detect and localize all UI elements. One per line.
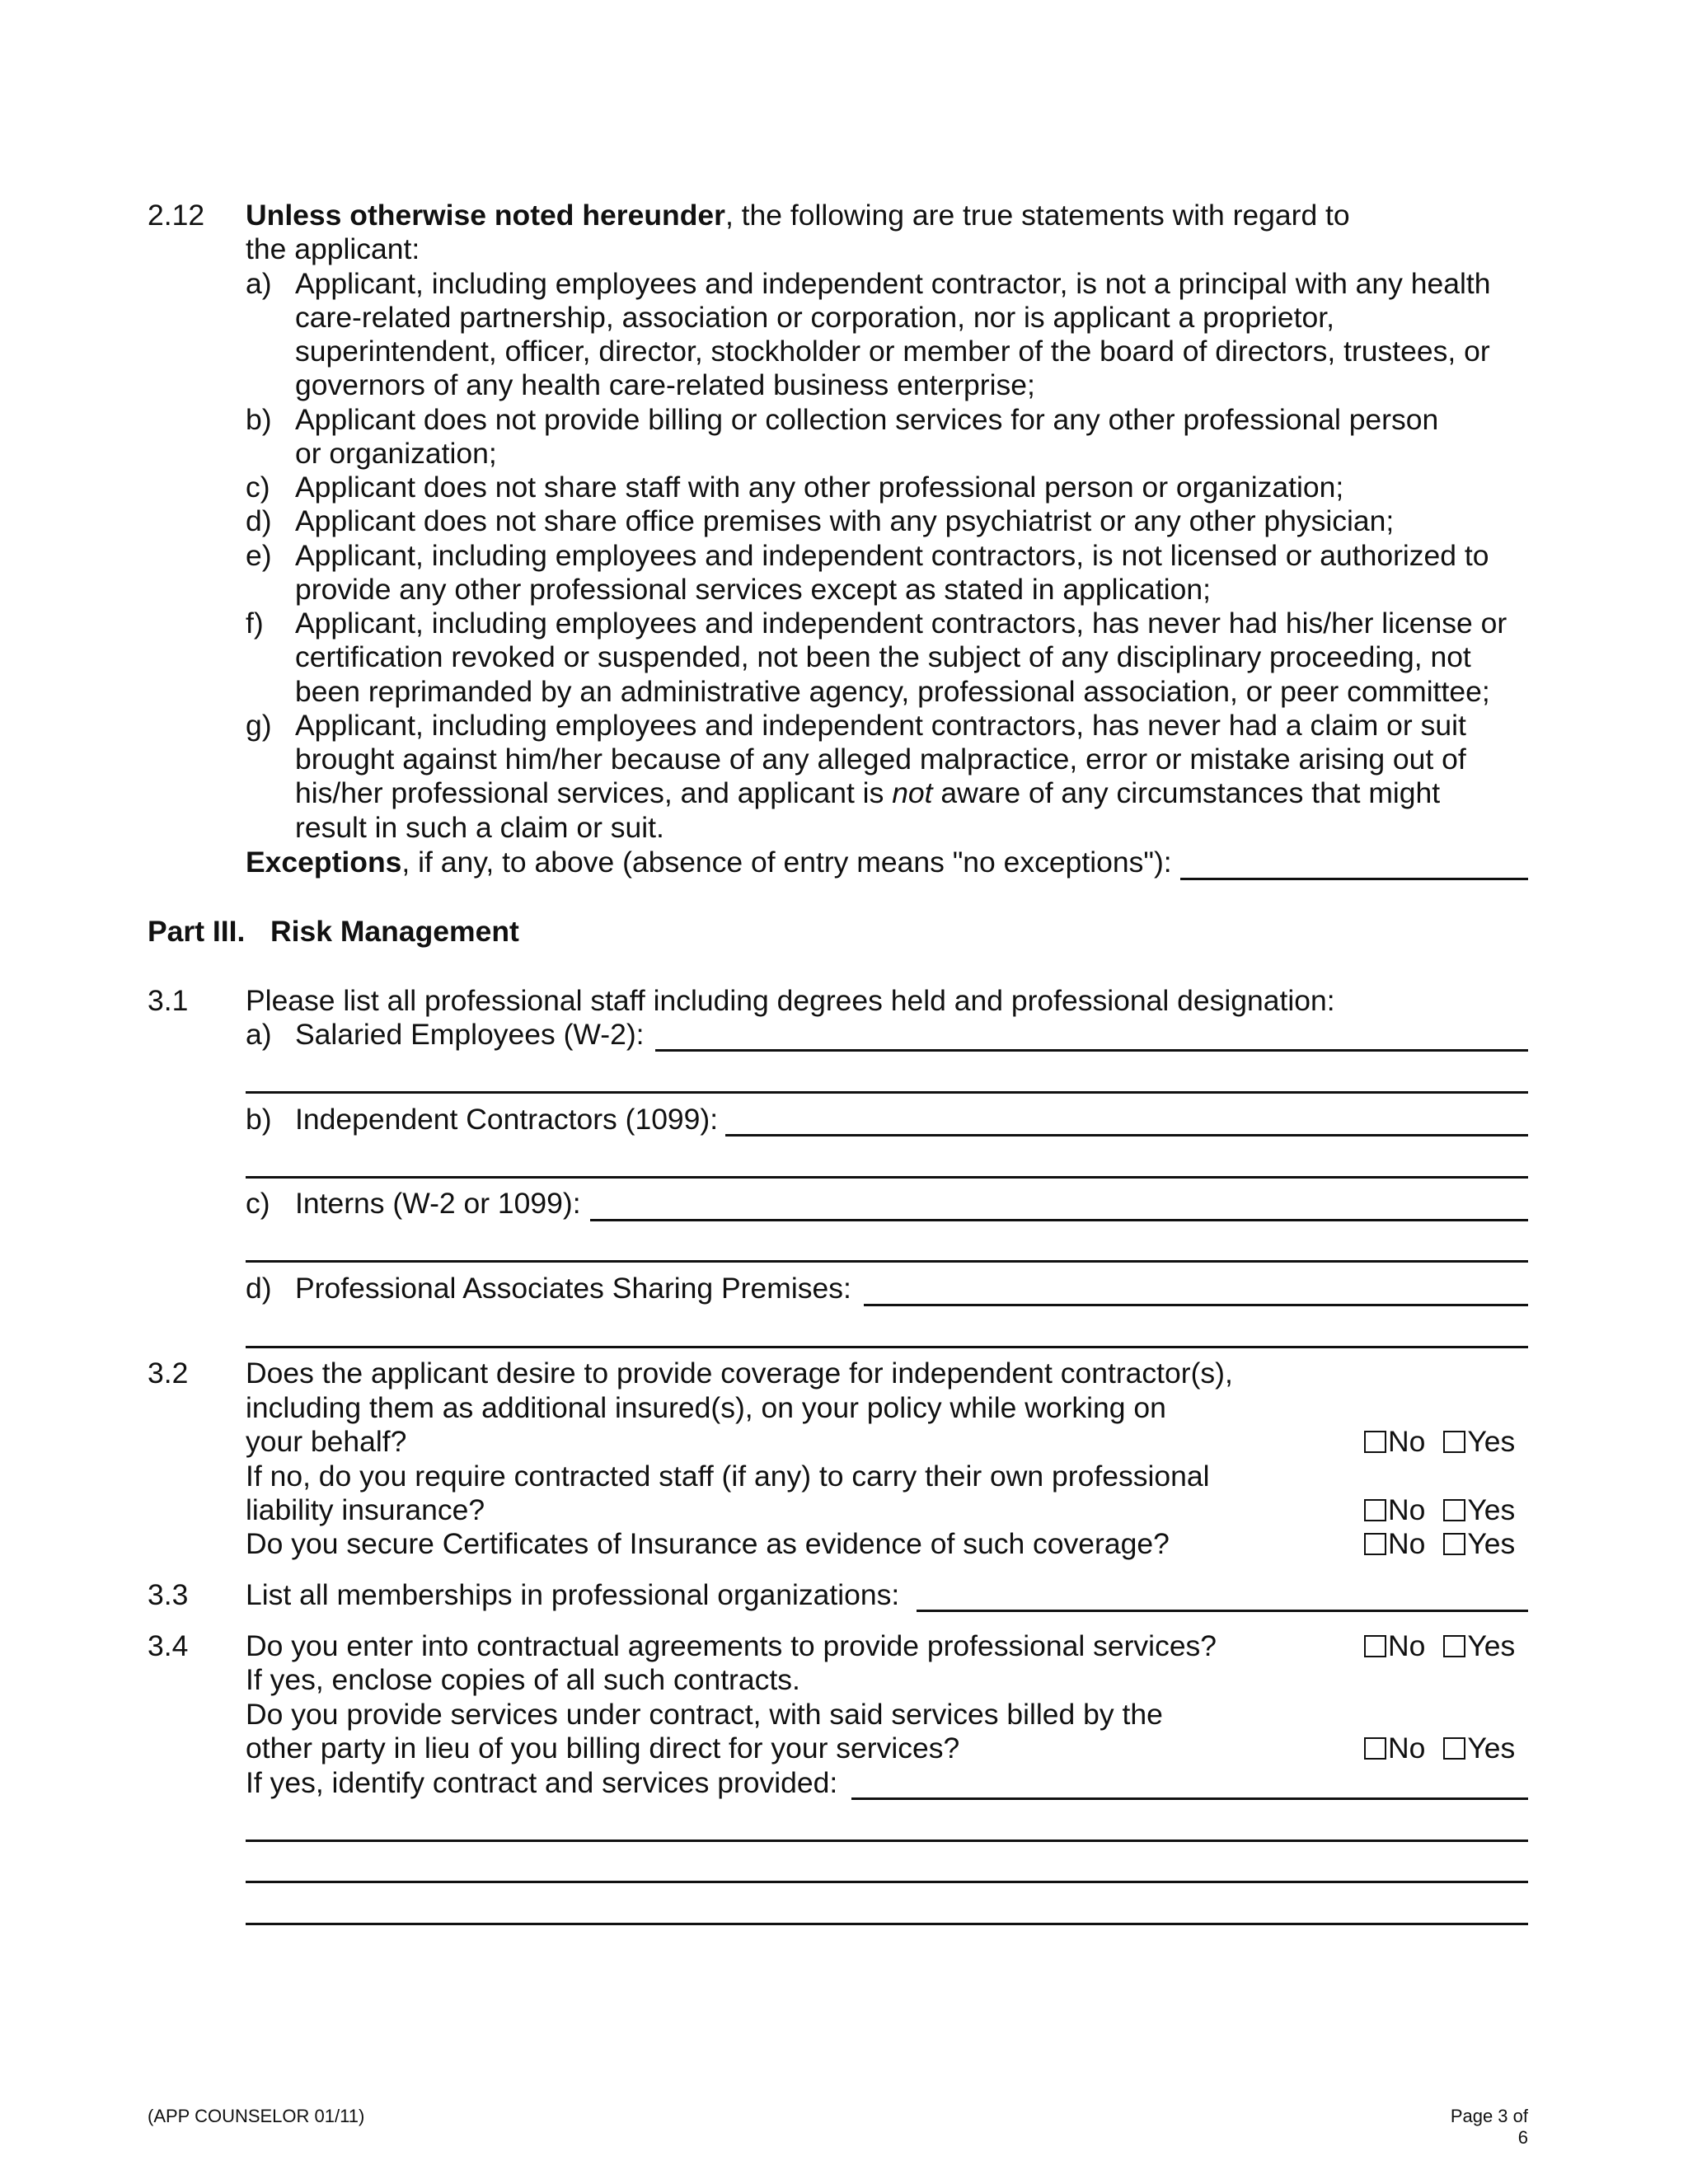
item-letter-g: g) (246, 709, 272, 742)
item-b-line: Applicant does not provide billing or collection services for any other professional person (295, 403, 1439, 436)
no-label: No (1388, 1425, 1426, 1458)
item-e-line: provide any other professional services except as stated in application; (295, 573, 1211, 606)
question-number-3-4: 3.4 (148, 1629, 189, 1662)
contract-services-input-line-4[interactable] (246, 1923, 1528, 1925)
item-letter-b: b) (246, 403, 272, 436)
q3-4-line: If yes, identify contract and services provided: (246, 1766, 838, 1799)
question-number-3-2: 3.2 (148, 1357, 189, 1390)
item-c-line: Applicant does not share staff with any other professional person or organization; (295, 471, 1344, 504)
q3-2-line: Does the applicant desire to provide coverage for independent contractor(s), (246, 1357, 1233, 1390)
associates-sharing-input-line-2[interactable] (246, 1346, 1528, 1348)
item-f-line: certification revoked or suspended, not been the subject of any disciplinary proceeding, not (295, 640, 1471, 673)
q3-4-line: Do you provide services under contract, with said services billed by the (246, 1698, 1163, 1731)
no-label: No (1388, 1527, 1426, 1560)
contracted-staff-insurance-no-checkbox[interactable] (1364, 1499, 1386, 1521)
independent-contractors-label: Independent Contractors (1099): (295, 1103, 719, 1136)
independent-contractors-input-line[interactable] (725, 1134, 1528, 1137)
item-a-line: care-related partnership, association or corporation, nor is applicant a proprietor, (295, 301, 1334, 334)
q3-2-line: including them as additional insured(s), on your policy while working on (246, 1391, 1166, 1424)
intro-rest: , the following are true statements with regard to (724, 199, 1350, 232)
associates-sharing-label: Professional Associates Sharing Premises: (295, 1272, 851, 1305)
q3-1-letter-b: b) (246, 1103, 272, 1136)
q3-2-line: your behalf? (246, 1425, 407, 1458)
item-b-line: or organization; (295, 437, 497, 470)
coverage-contractors-yes-checkbox[interactable] (1443, 1431, 1465, 1453)
contract-services-input-line[interactable] (851, 1797, 1528, 1800)
yes-label: Yes (1467, 1493, 1516, 1526)
contractual-agreements-yes-checkbox[interactable] (1443, 1635, 1465, 1657)
independent-contractors-input-line-2[interactable] (246, 1176, 1528, 1179)
q3-1-letter-c: c) (246, 1187, 270, 1220)
contract-services-input-line-2[interactable] (246, 1840, 1528, 1842)
coverage-contractors-options (1364, 1424, 1515, 1459)
no-label: No (1388, 1732, 1426, 1765)
memberships-label: List all memberships in professional organizations: (246, 1578, 900, 1611)
item-g-line3-post: aware of any circumstances that might (932, 776, 1441, 809)
section-2-12-intro-line2: the applicant: (246, 232, 420, 265)
billed-by-other-party-yes-checkbox[interactable] (1443, 1737, 1465, 1760)
contracted-staff-insurance-yes-checkbox[interactable] (1443, 1499, 1465, 1521)
yes-label: Yes (1467, 1527, 1516, 1560)
item-g-line3-pre: his/her professional services, and applicant is (295, 776, 893, 809)
question-number-3-3: 3.3 (148, 1578, 189, 1611)
section-2-12-intro (246, 198, 1350, 232)
item-g-line3-emphasis: not (892, 776, 933, 809)
billed-by-other-party-options (1364, 1731, 1515, 1765)
part3-label: Part III. (148, 915, 246, 948)
associates-sharing-input-line[interactable] (864, 1304, 1528, 1306)
contract-services-input-line-3[interactable] (246, 1881, 1528, 1883)
interns-input-line[interactable] (590, 1219, 1528, 1221)
item-letter-c: c) (246, 471, 270, 504)
salaried-employees-input-line-2[interactable] (246, 1091, 1528, 1094)
q3-1-letter-d: d) (246, 1272, 272, 1305)
q3-4-line: If yes, enclose copies of all such contracts. (246, 1663, 800, 1696)
q3-4-line: Do you enter into contractual agreements to provide professional services? (246, 1629, 1217, 1662)
item-g-line: Applicant, including employees and independent contractors, has never had a claim or suit (295, 709, 1466, 742)
question-3-1-prompt: Please list all professional staff including degrees held and professional designation: (246, 984, 1335, 1017)
q3-2-line: liability insurance? (246, 1493, 485, 1526)
certificates-insurance-no-checkbox[interactable] (1364, 1533, 1386, 1555)
item-e-line: Applicant, including employees and independent contractors, is not licensed or authorized to (295, 539, 1489, 572)
item-g-line3 (295, 776, 1440, 810)
intro-bold: Unless otherwise noted hereunder (246, 199, 725, 232)
q3-1-letter-a: a) (246, 1018, 272, 1051)
coverage-contractors-no-checkbox[interactable] (1364, 1431, 1386, 1453)
item-a-line: Applicant, including employees and independent contractor, is not a principal with any health (295, 267, 1491, 300)
item-a-line: governors of any health care-related business enterprise; (295, 368, 1035, 401)
exceptions-label (246, 845, 1172, 879)
yes-label: Yes (1467, 1425, 1516, 1458)
salaried-employees-input-line[interactable] (655, 1049, 1528, 1052)
salaried-employees-label: Salaried Employees (W-2): (295, 1018, 645, 1051)
question-number-3-1: 3.1 (148, 984, 189, 1017)
certificates-insurance-yes-checkbox[interactable] (1443, 1533, 1465, 1555)
item-a-line: superintendent, officer, director, stockholder or member of the board of directors, trustees, or (295, 335, 1490, 368)
q3-4-line: other party in lieu of you billing direct for your services? (246, 1732, 960, 1765)
no-label: No (1388, 1493, 1426, 1526)
exceptions-rest: , if any, to above (absence of entry means "no exceptions"): (401, 846, 1172, 879)
section-number-2-12: 2.12 (148, 199, 205, 232)
page-number: Page 3 of 6 (1450, 2106, 1528, 2148)
item-f-line: been reprimanded by an administrative agency, professional association, or peer committee; (295, 675, 1490, 708)
item-letter-e: e) (246, 539, 272, 572)
yes-label: Yes (1467, 1732, 1516, 1765)
item-g-line4: result in such a claim or suit. (295, 811, 664, 844)
memberships-input-line[interactable] (917, 1610, 1528, 1612)
item-d-line: Applicant does not share office premises with any psychiatrist or any other physician; (295, 504, 1395, 537)
part3-title: Risk Management (270, 915, 519, 948)
certificates-insurance-options (1364, 1526, 1515, 1561)
q3-2-line: Do you secure Certificates of Insurance as evidence of such coverage? (246, 1527, 1170, 1560)
q3-2-line: If no, do you require contracted staff (if any) to carry their own professional (246, 1460, 1210, 1493)
item-f-line: Applicant, including employees and independent contractors, has never had his/her license or (295, 607, 1507, 640)
item-letter-f: f) (246, 607, 264, 640)
yes-label: Yes (1467, 1629, 1516, 1662)
item-letter-d: d) (246, 504, 272, 537)
interns-label: Interns (W-2 or 1099): (295, 1187, 581, 1220)
item-letter-a: a) (246, 267, 272, 300)
interns-input-line-2[interactable] (246, 1260, 1528, 1263)
item-g-line: brought against him/her because of any alleged malpractice, error or mistake arising out of (295, 743, 1466, 776)
contractual-agreements-no-checkbox[interactable] (1364, 1635, 1386, 1657)
billed-by-other-party-no-checkbox[interactable] (1364, 1737, 1386, 1760)
contracted-staff-insurance-options (1364, 1493, 1515, 1527)
exceptions-bold: Exceptions (246, 846, 402, 879)
no-label: No (1388, 1629, 1426, 1662)
form-code: (APP COUNSELOR 01/11) (148, 2106, 365, 2126)
contractual-agreements-options (1364, 1629, 1515, 1663)
exceptions-input-line[interactable] (1180, 878, 1528, 880)
